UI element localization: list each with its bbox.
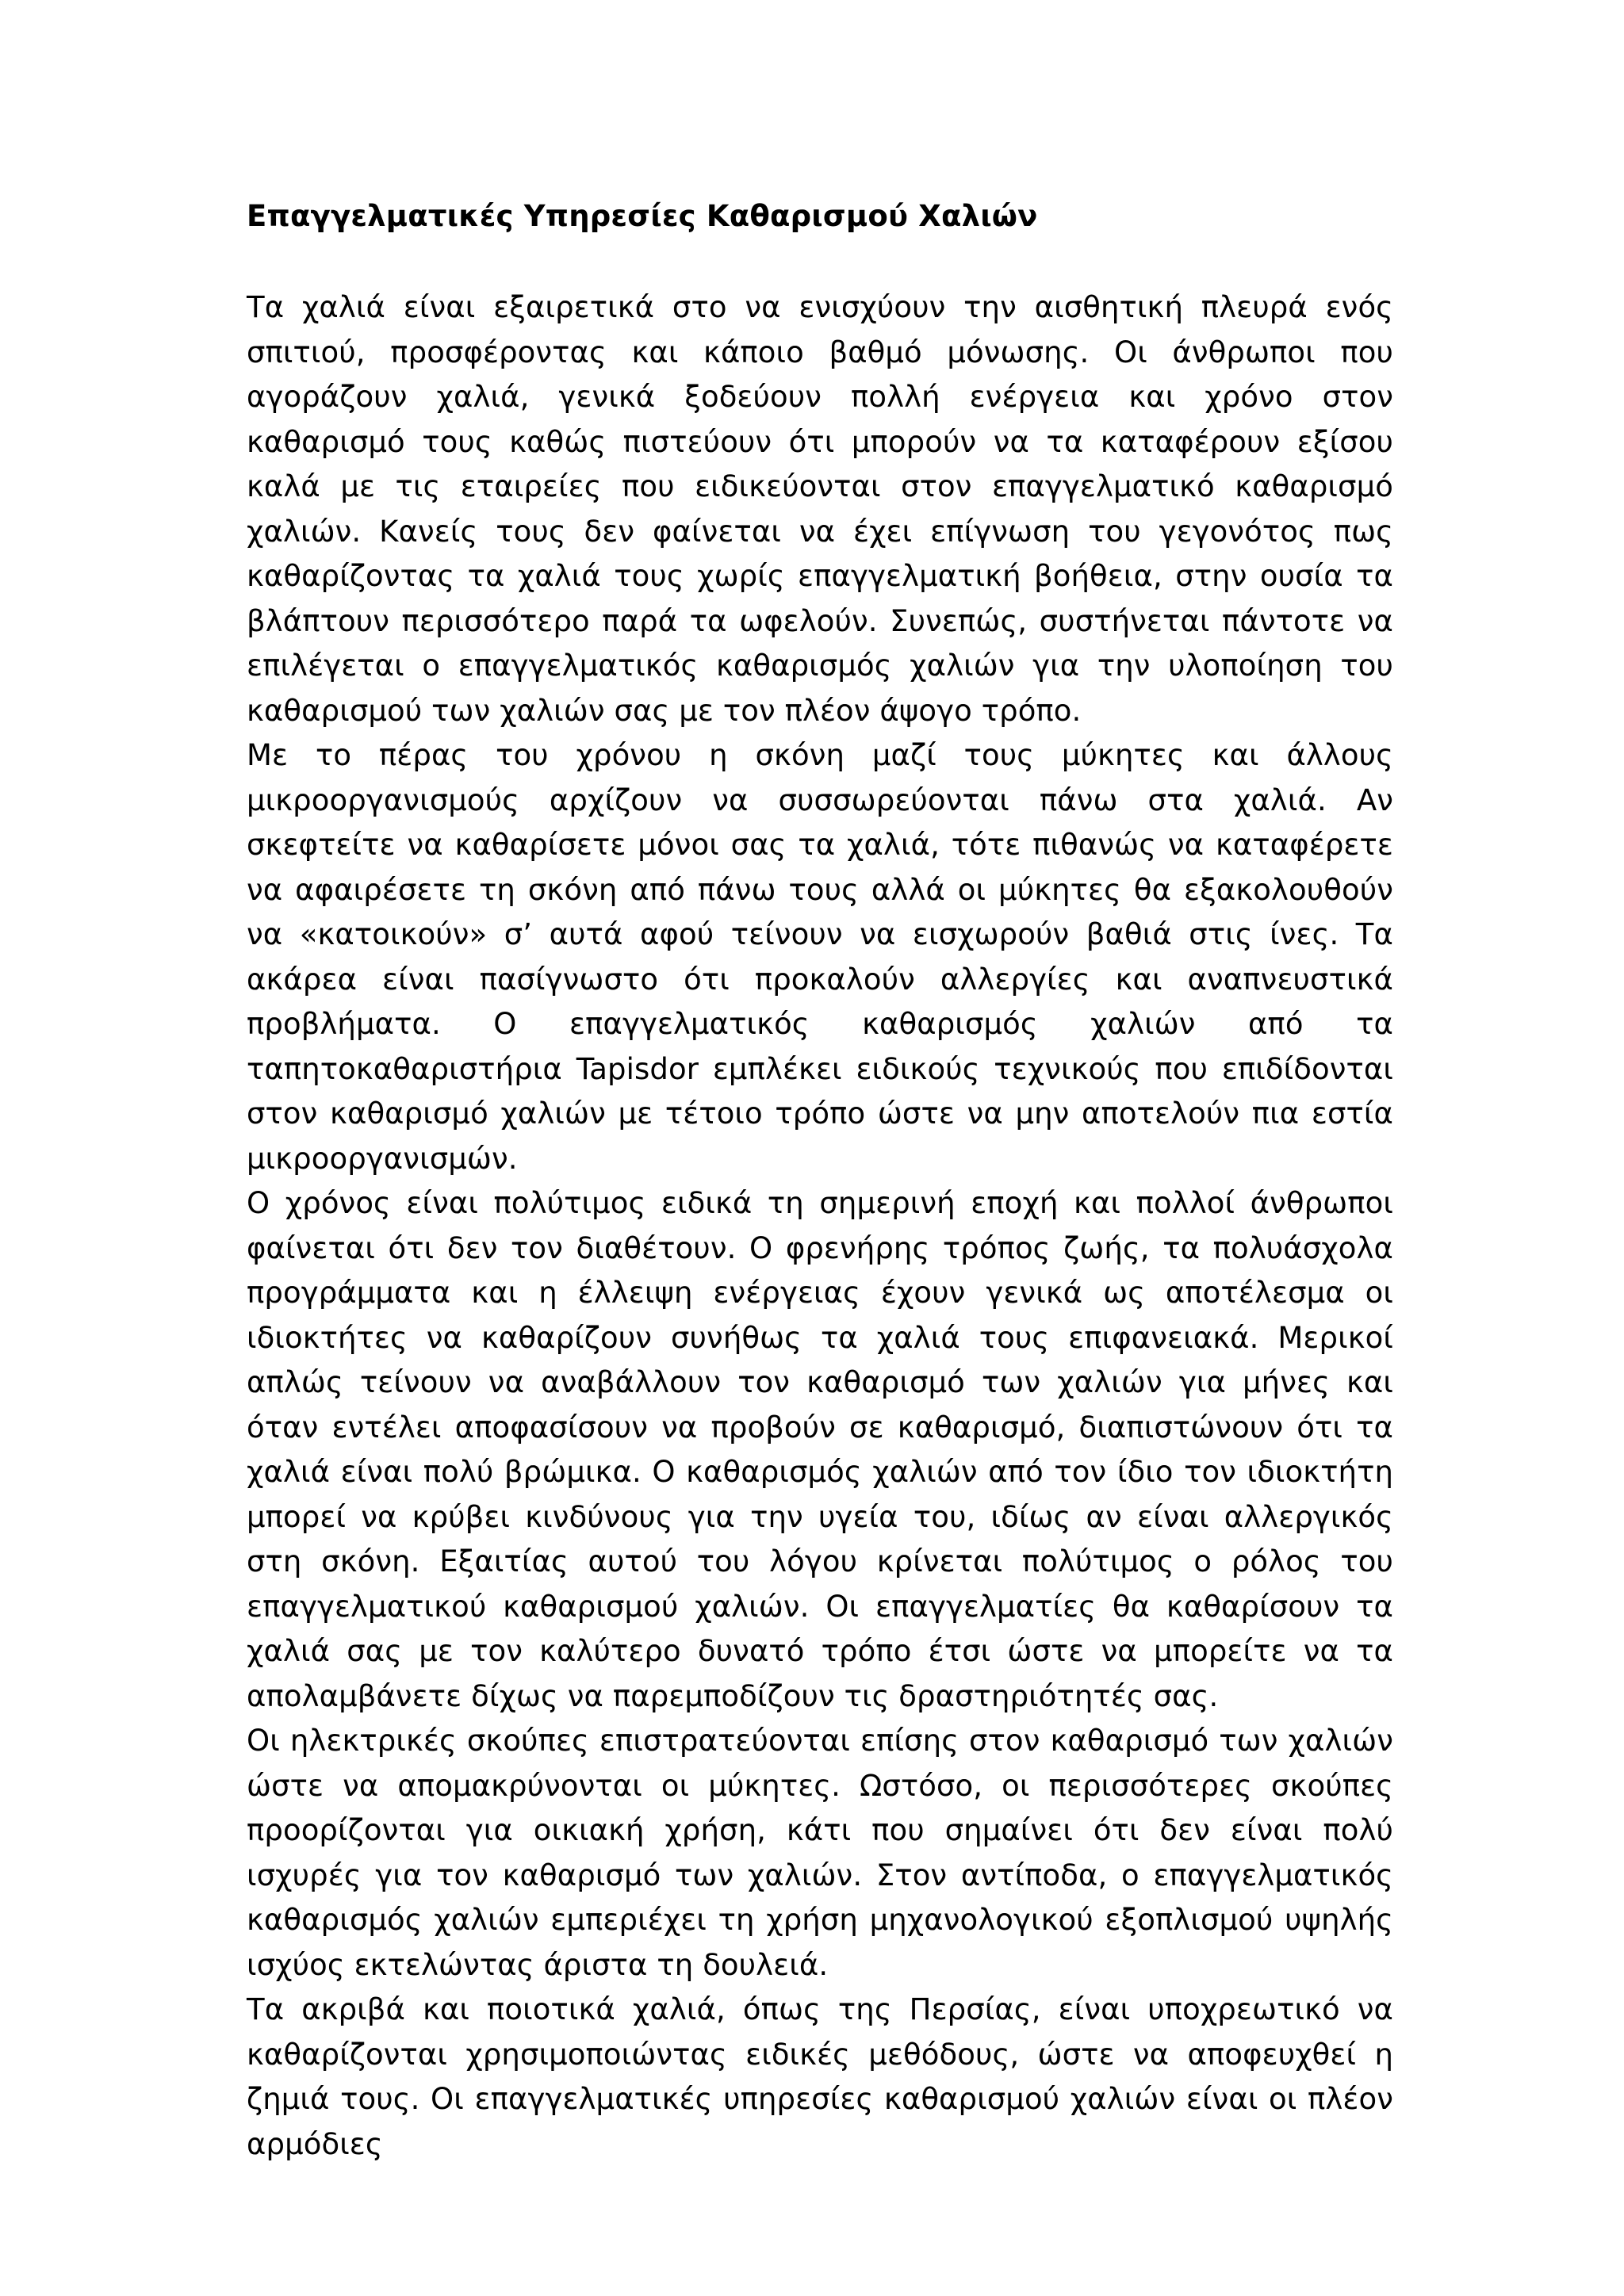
document-body: [247, 194, 1393, 2167]
paragraph-2: Με το πέρας του χρόνου η σκόνη μαζί τους μύκητες και άλλους μικροοργανισμούς αρχίζουν να συσσωρεύονται πάνω στα χαλιά. Αν σκεφτείτε να καθαρίσετε μόνοι σας τα χαλιά, τότε πιθανώς να καταφέρετε να αφαιρέσετε τη σκόνη από πάνω τους αλλά οι μύκητες θα εξακολουθούν να «κατοικούν» σ’ αυτά αφού τείνουν να εισχωρούν βαθιά στις ίνες. Τα ακάρεα είναι πασίγνωστο ότι προκαλούν αλλεργίες και αναπνευστικά προβλήματα. Ο επαγγελματικός καθαρισμός χαλιών από τα ταπητοκαθαριστήρια Tapisdor εμπλέκει ειδικούς τεχνικούς που επιδίδονται στον καθαρισμό χαλιών με τέτοιο τρόπο ώστε να μην αποτελούν πια εστία μικροοργανισμών.: [247, 738, 1393, 1176]
paragraph-1: Τα χαλιά είναι εξαιρετικά στο να ενισχύουν την αισθητική πλευρά ενός σπιτιού, προσφέροντας και κάποιο βαθμό μόνωσης. Οι άνθρωποι που αγοράζουν χαλιά, γενικά ξοδεύουν πολλή ενέργεια και χρόνο στον καθαρισμό τους καθώς πιστεύουν ότι μπορούν να τα καταφέρουν εξίσου καλά με τις εταιρείες που ειδικεύονται στον επαγγελματικό καθαρισμό χαλιών. Κανείς τους δεν φαίνεται να έχει επίγνωση του γεγονότος πως καθαρίζοντας τα χαλιά τους χωρίς επαγγελματική βοήθεια, στην ουσία τα βλάπτουν περισσότερο παρά τα ωφελούν. Συνεπώς, συστήνεται πάντοτε να επιλέγεται ο επαγγελματικός καθαρισμός χαλιών για την υλοποίηση του καθαρισμού των χαλιών σας με τον πλέον άψογο τρόπο.: [247, 290, 1393, 728]
document-title: Επαγγελματικές Υπηρεσίες Καθαρισμού Χαλιών: [247, 199, 1038, 233]
paragraph-5: Τα ακριβά και ποιοτικά χαλιά, όπως της Περσίας, είναι υποχρεωτικό να καθαρίζονται χρησιμοποιώντας ειδικές μεθόδους, ώστε να αποφευχθεί η ζημιά τους. Οι επαγγελματικές υπηρεσίες καθαρισμού χαλιών είναι οι πλέον αρμόδιες: [247, 1992, 1393, 2161]
paragraph-3: Ο χρόνος είναι πολύτιμος ειδικά τη σημερινή εποχή και πολλοί άνθρωποι φαίνεται ότι δεν τον διαθέτουν. Ο φρενήρης τρόπος ζωής, τα πολυάσχολα προγράμματα και η έλλειψη ενέργειας έχουν γενικά ως αποτέλεσμα οι ιδιοκτήτες να καθαρίζουν συνήθως τα χαλιά τους επιφανειακά. Μερικοί απλώς τείνουν να αναβάλλουν τον καθαρισμό των χαλιών για μήνες και όταν εντέλει αποφασίσουν να προβούν σε καθαρισμό, διαπιστώνουν ότι τα χαλιά είναι πολύ βρώμικα. Ο καθαρισμός χαλιών από τον ίδιο τον ιδιοκτήτη μπορεί να κρύβει κινδύνους για την υγεία του, ιδίως αν είναι αλλεργικός στη σκόνη. Εξαιτίας αυτού του λόγου κρίνεται πολύτιμος ο ρόλος του επαγγελματικού καθαρισμού χαλιών. Οι επαγγελματίες θα καθαρίσουν τα χαλιά σας με τον καλύτερο δυνατό τρόπο έτσι ώστε να μπορείτε να τα απολαμβάνετε δίχως να παρεμποδίζουν τις δραστηριότητές σας.: [247, 1186, 1393, 1713]
paragraph-4: Οι ηλεκτρικές σκούπες επιστρατεύονται επίσης στον καθαρισμό των χαλιών ώστε να απομακρύνονται οι μύκητες. Ωστόσο, οι περισσότερες σκούπες προορίζονται για οικιακή χρήση, κάτι που σημαίνει ότι δεν είναι πολύ ισχυρές για τον καθαρισμό των χαλιών. Στον αντίποδα, ο επαγγελματικός καθαρισμός χαλιών εμπεριέχει τη χρήση μηχανολογικού εξοπλισμού υψηλής ισχύος εκτελώντας άριστα τη δουλειά.: [247, 1724, 1393, 1982]
